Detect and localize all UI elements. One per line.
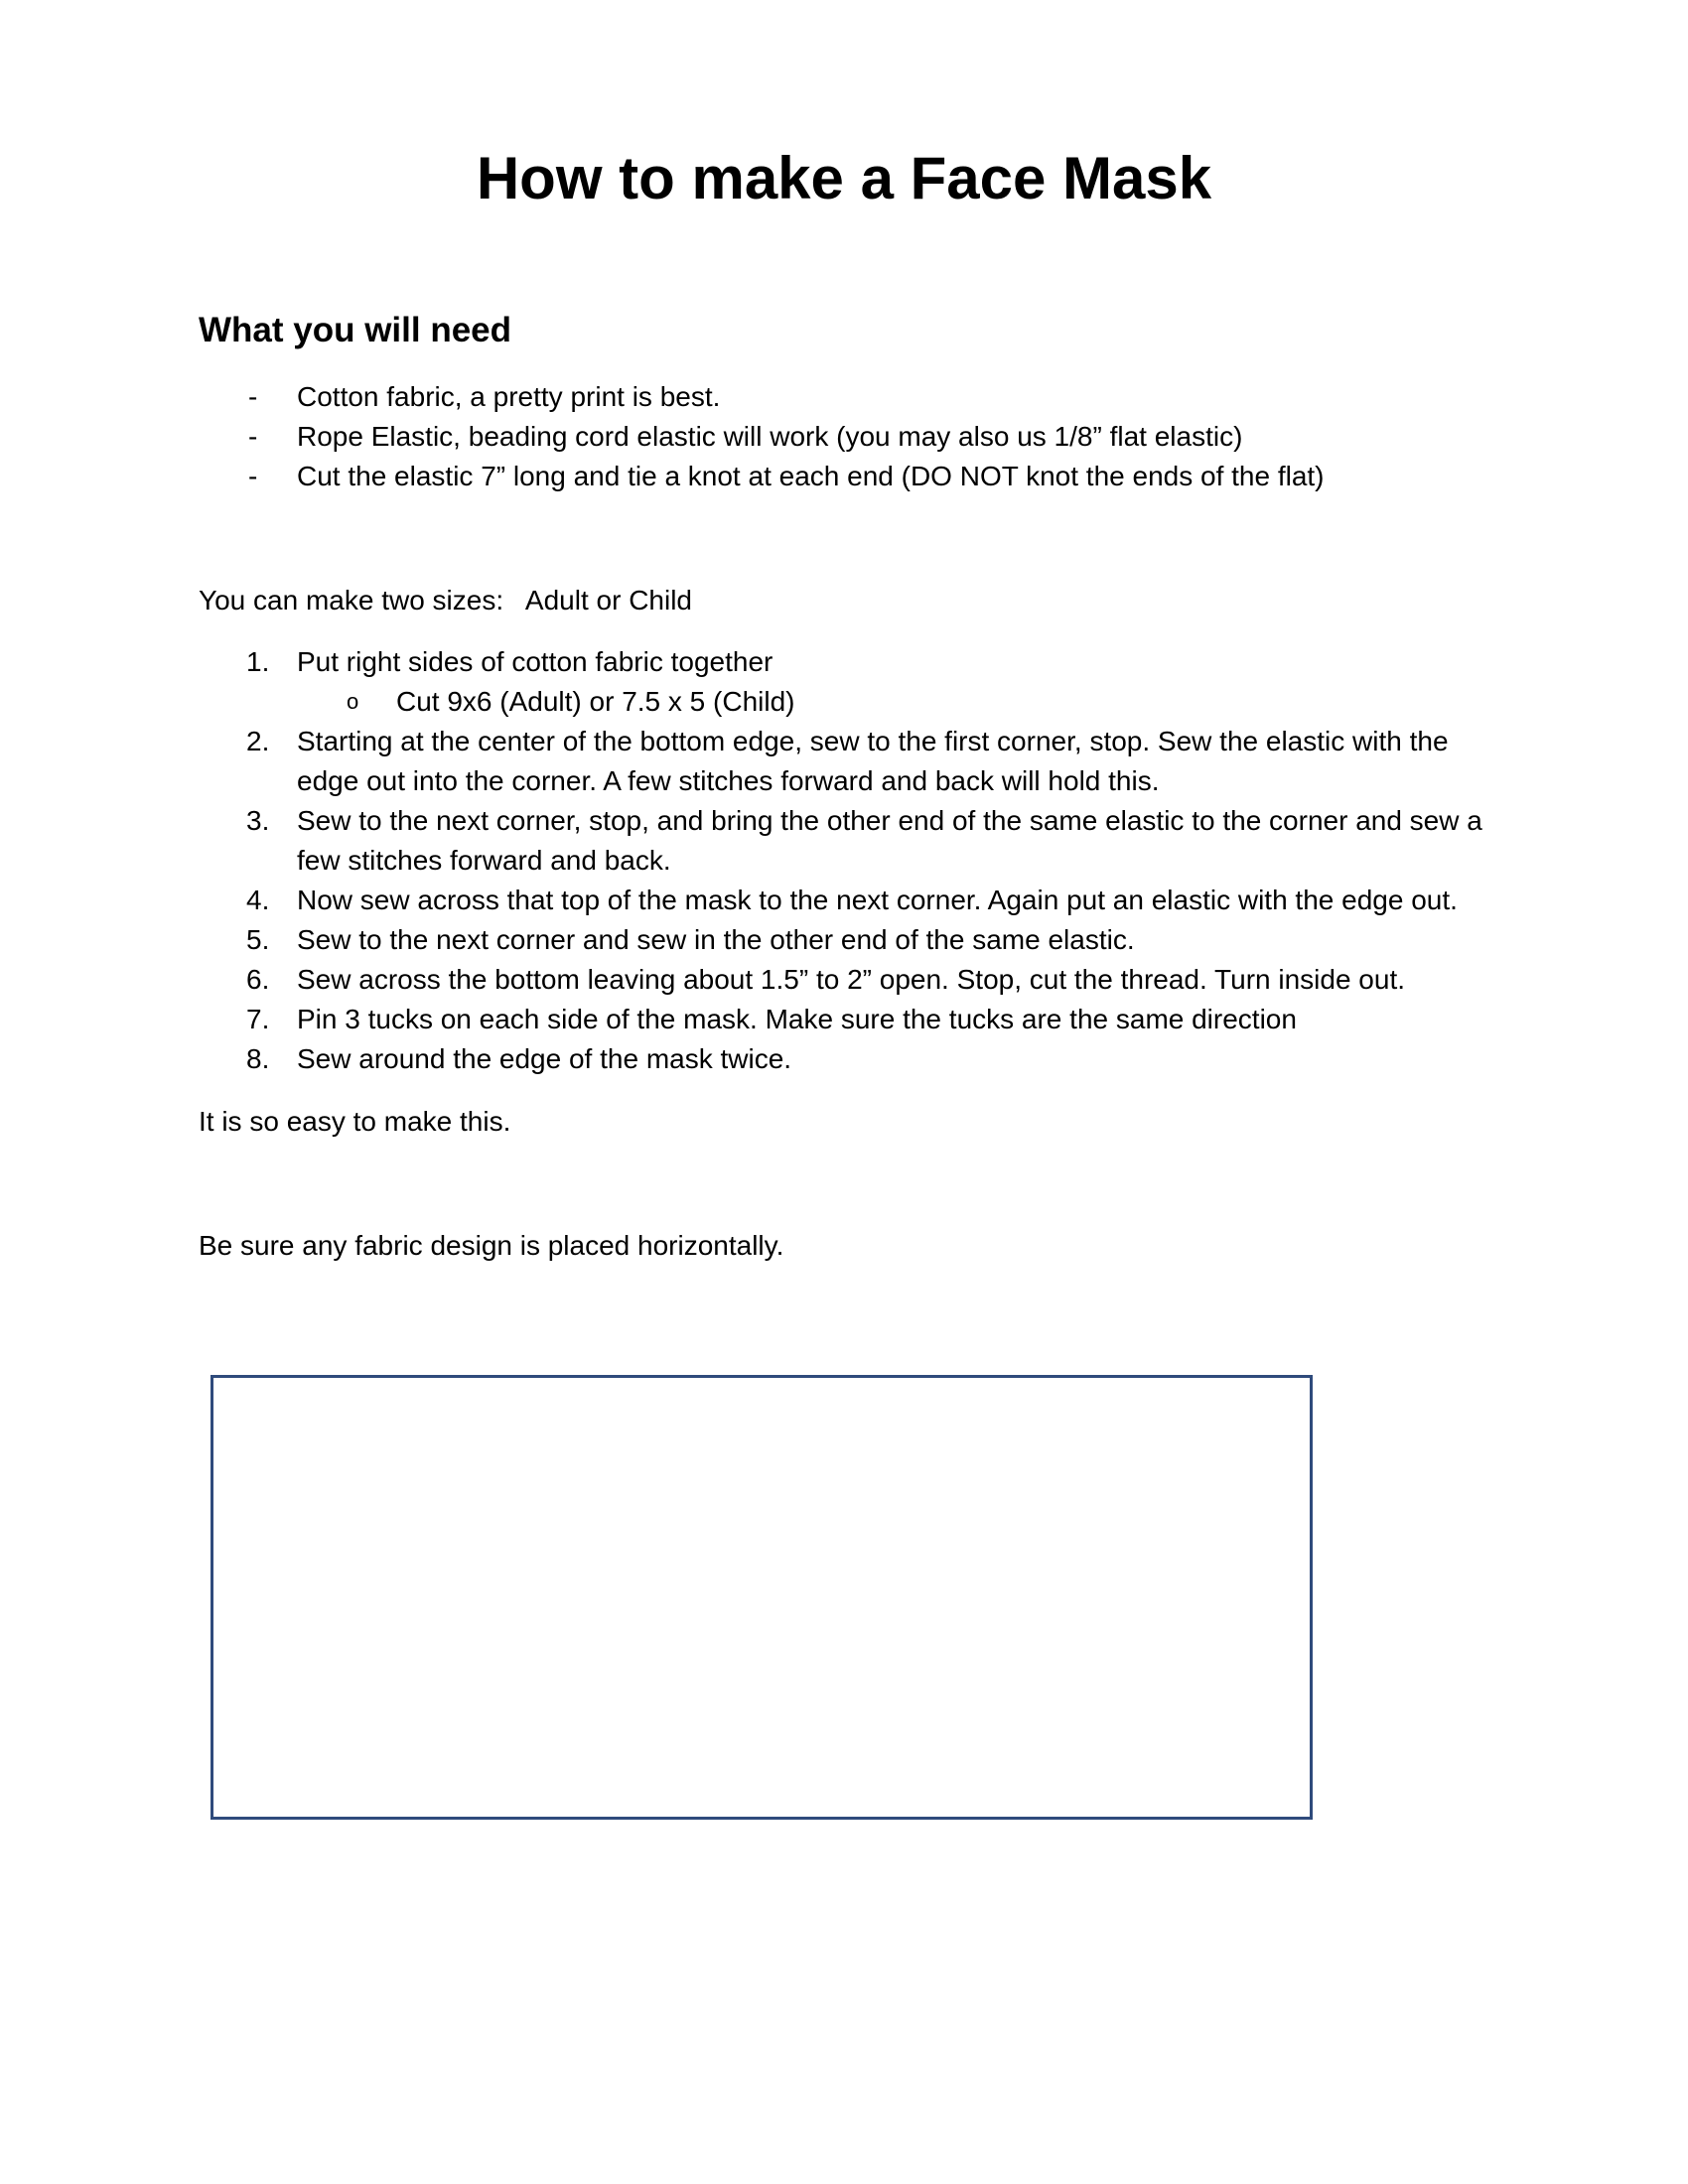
step-item — [199, 960, 1489, 1000]
step-item — [199, 1039, 1489, 1079]
steps-list — [199, 642, 1489, 1079]
mask-pattern-box — [211, 1375, 1313, 1820]
step-item — [199, 722, 1489, 801]
section-heading-what-you-need: What you will need — [199, 311, 512, 349]
step-text: Sew around the edge of the mask twice. — [297, 1043, 792, 1074]
fabric-note: Be sure any fabric design is placed horizontally. — [199, 1230, 784, 1261]
dash-bullet: - — [248, 461, 258, 491]
list-item-text: Cut the elastic 7” long and tie a knot at each end (DO NOT knot the ends of the flat) — [297, 461, 1325, 491]
list-item — [199, 457, 1509, 496]
list-item-text: Rope Elastic, beading cord elastic will work (you may also us 1/8” flat elastic) — [297, 421, 1243, 452]
sub-item-text: Cut 9x6 (Adult) or 7.5 x 5 (Child) — [396, 686, 795, 717]
step-item — [199, 920, 1489, 960]
step-text: Put right sides of cotton fabric together — [297, 646, 774, 677]
dash-bullet: - — [248, 381, 258, 412]
step-text: Sew to the next corner and sew in the other end of the same elastic. — [297, 924, 1135, 955]
step-number: 5. — [246, 924, 270, 955]
step-number: 2. — [246, 726, 270, 756]
step-text: Now sew across that top of the mask to the next corner. Again put an elastic with the edge out. — [297, 885, 1458, 915]
step-number: 8. — [246, 1043, 270, 1074]
sub-list-item — [297, 682, 1489, 722]
list-item-text: Cotton fabric, a pretty print is best. — [297, 381, 721, 412]
circle-bullet-icon: o — [347, 689, 359, 714]
step-item — [199, 801, 1489, 881]
step-number: 1. — [246, 646, 270, 677]
step-sub-list — [297, 682, 1489, 722]
step-text: Sew to the next corner, stop, and bring the other end of the same elastic to the corner and sew a few stitches forward and back. — [297, 805, 1482, 876]
step-text: Pin 3 tucks on each side of the mask. Make sure the tucks are the same direction — [297, 1004, 1297, 1034]
step-number: 6. — [246, 964, 270, 995]
step-number: 7. — [246, 1004, 270, 1034]
page-title: How to make a Face Mask — [476, 145, 1212, 211]
step-item — [199, 1000, 1489, 1039]
step-item — [199, 642, 1489, 722]
step-text: Starting at the center of the bottom edge, sew to the first corner, stop. Sew the elastic with the edge out into the corner. A few stitches forward and back will hold this. — [297, 726, 1449, 796]
list-item — [199, 417, 1509, 457]
closing-note: It is so easy to make this. — [199, 1106, 511, 1137]
step-number: 4. — [246, 885, 270, 915]
step-text: Sew across the bottom leaving about 1.5” to 2” open. Stop, cut the thread. Turn inside out. — [297, 964, 1406, 995]
sizes-paragraph: You can make two sizes: Adult or Child — [199, 585, 692, 615]
materials-list — [199, 377, 1509, 496]
step-number: 3. — [246, 805, 270, 836]
step-item — [199, 881, 1489, 920]
list-item — [199, 377, 1509, 417]
dash-bullet: - — [248, 421, 258, 452]
